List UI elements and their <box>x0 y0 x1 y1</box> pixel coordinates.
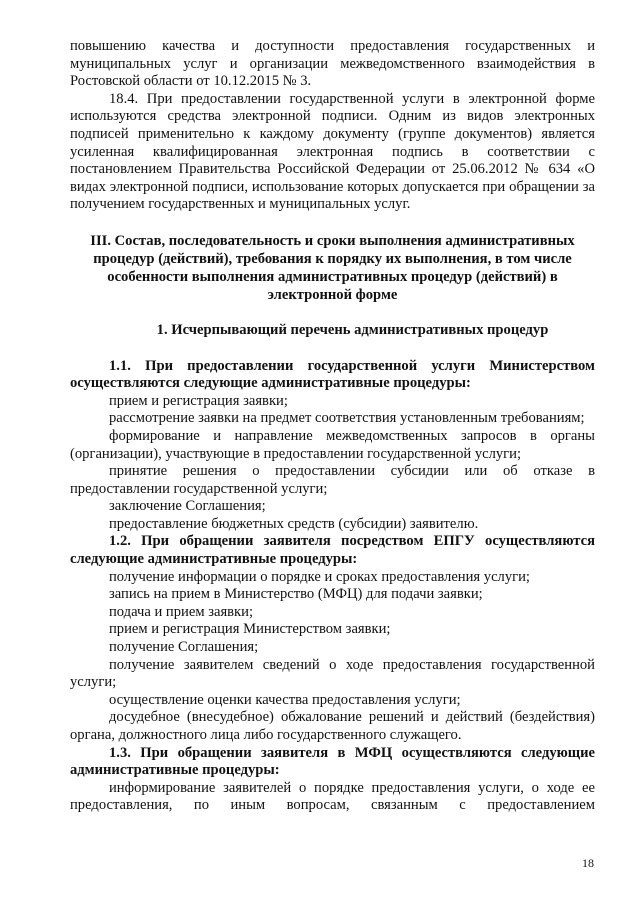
list-item: осуществление оценки качества предоставления услуги; <box>109 691 461 708</box>
list-item: принятие решения о предоставлении субсидии или об отказе в предоставлении государственной услуги; <box>70 463 595 497</box>
list-item: информирование заявителей о порядке предоставления услуги, о ходе ее предоставления, по иным вопросам, связанным с предоставлением <box>70 779 595 814</box>
list-item: предоставление бюджетных средств (субсидии) заявителю. <box>109 515 479 532</box>
document-page <box>70 38 595 815</box>
list-item: получение информации о порядке и сроках предоставления услуги; <box>109 568 530 585</box>
list-item: подача и прием заявки; <box>109 603 254 620</box>
list-item: рассмотрение заявки на предмет соответствия установленным требованиям; <box>109 410 585 427</box>
subsection-heading: 1. Исчерпывающий перечень административных процедур <box>156 321 549 338</box>
paragraph-18-4: 18.4. При предоставлении государственной услуги в электронной форме используются средства электронной подписи. Одним из видов электронных подписей применительно к каждому документу (группе документов) является усиленная квалифицированная электронная подпись в соответствии с постановлением Правительства Российской Федерации от 25.06.2012 № 634 «О видах электронной подписи, использование которых допускается при обращении за получением государственных и муниципальных услуг. <box>70 90 595 213</box>
list-item: запись на прием в Министерство (МФЦ) для подачи заявки; <box>109 586 483 603</box>
item-1-3-title: 1.3. При обращении заявителя в МФЦ осуществляются следующие административные процедуры: <box>70 744 595 779</box>
item-1-2-list <box>70 569 595 745</box>
list-item: формирование и направление межведомственных запросов в органы (организации), участвующие в предоставлении государственной услуги; <box>70 427 595 462</box>
section-heading: III. Состав, последовательность и сроки выполнения административных процедур (действий), требования к порядку их выполнения, в том числе особенности выполнения административных процедур (действий) в электронной форме <box>90 232 575 303</box>
paragraph-continuation: повышению качества и доступности предоставления государственных и муниципальных услуг и организации межведомственного взаимодействия в Ростовской области от 10.12.2015 № 3. <box>70 38 595 90</box>
item-1-3-list <box>70 780 595 815</box>
item-1-1-title: 1.1. При предоставлении государственной услуги Министерством осуществляются следующие административные процедуры: <box>70 357 595 392</box>
item-1-1-list <box>70 393 595 534</box>
item-1-2-title: 1.2. При обращении заявителя посредством ЕПГУ осуществляются следующие административные процедуры: <box>70 533 595 568</box>
list-item: прием и регистрация заявки; <box>109 392 288 409</box>
list-item: получение Соглашения; <box>109 639 259 656</box>
list-item: прием и регистрация Министерством заявки; <box>109 621 391 638</box>
list-item: заключение Соглашения; <box>109 498 266 515</box>
page-number: 18 <box>582 856 594 870</box>
list-item: получение заявителем сведений о ходе предоставления государственной услуги; <box>70 656 595 691</box>
list-item: досудебное (внесудебное) обжалование решений и действий (бездействия) органа, должностного лица либо государственного служащего. <box>70 709 595 743</box>
